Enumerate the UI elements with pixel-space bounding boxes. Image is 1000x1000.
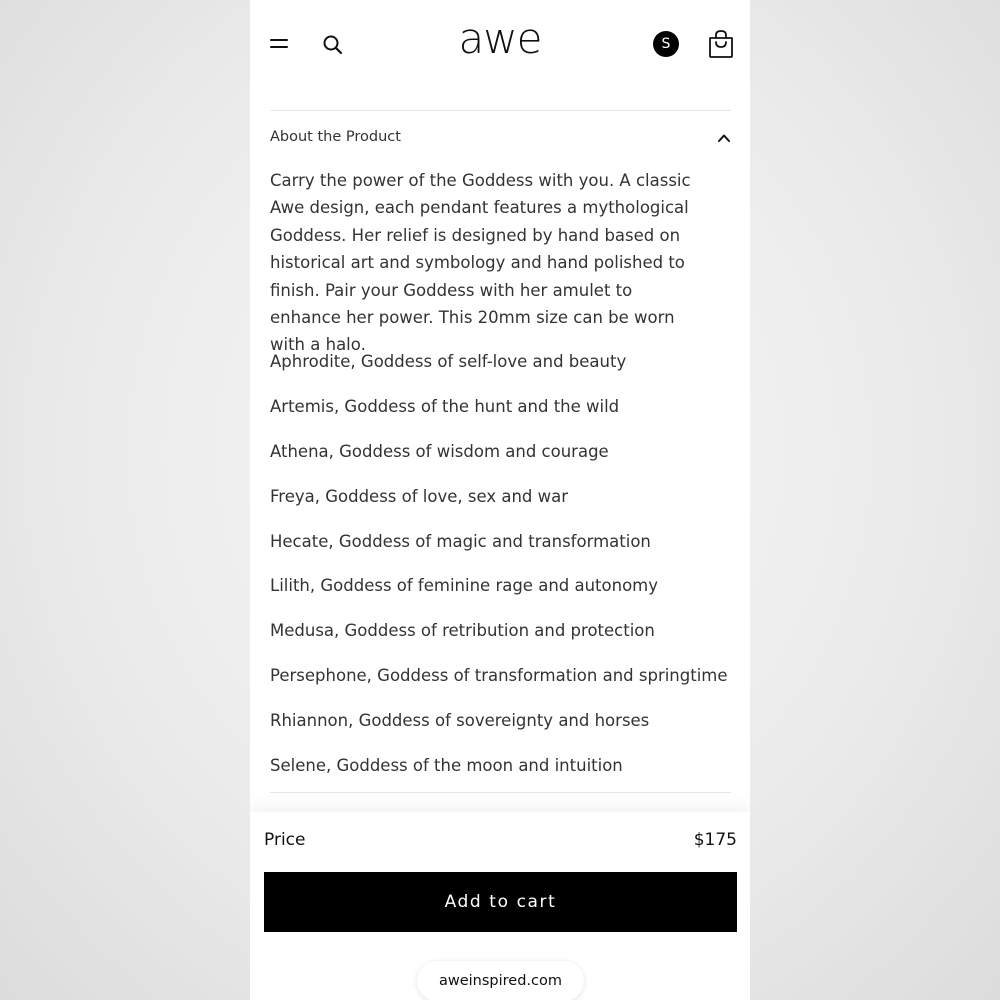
list-item: Medusa, Goddess of retribution and protection	[270, 621, 655, 641]
list-item: Rhiannon, Goddess of sovereignty and horses	[270, 711, 650, 731]
browser-url-pill[interactable]: aweinspired.com	[417, 961, 584, 1000]
section-title: About the Product	[270, 129, 401, 145]
about-product-accordion-header[interactable]	[270, 126, 731, 152]
list-item: Freya, Goddess of love, sex and war	[270, 486, 569, 506]
list-item: Artemis, Goddess of the hunt and the wild	[270, 396, 620, 416]
brand-logo[interactable]: awe	[458, 14, 542, 63]
section-divider-bottom	[270, 792, 731, 793]
shopping-bag-icon[interactable]	[707, 29, 735, 59]
list-item: Aphrodite, Goddess of self-love and beauty	[270, 352, 627, 371]
list-item: Hecate, Goddess of magic and transformation	[270, 531, 651, 551]
price-label: Price	[264, 830, 306, 850]
add-to-cart-button[interactable]: Add to cart	[264, 872, 737, 932]
chevron-up-icon[interactable]	[717, 131, 731, 145]
section-divider-top	[270, 110, 731, 111]
mobile-page	[250, 0, 750, 1000]
site-header	[250, 0, 750, 90]
list-item: Persephone, Goddess of transformation and springtime	[270, 666, 728, 686]
list-item: Lilith, Goddess of feminine rage and autonomy	[270, 576, 659, 596]
purchase-panel	[250, 812, 750, 1000]
goddess-list	[270, 347, 740, 796]
list-item: Athena, Goddess of wisdom and courage	[270, 441, 609, 461]
list-item: Selene, Goddess of the moon and intuition	[270, 756, 623, 776]
price-value: $175	[693, 830, 737, 850]
product-description: Carry the power of the Goddess with you. A classic Awe design, each pendant features a mythological Goddess. Her relief is designed by hand based on historical art and symbology and hand polished to finish. Pair your Goddess with her amulet to enhance her power. This 20mm size can be worn with a halo.	[270, 171, 691, 355]
account-avatar[interactable]: S	[653, 31, 679, 57]
